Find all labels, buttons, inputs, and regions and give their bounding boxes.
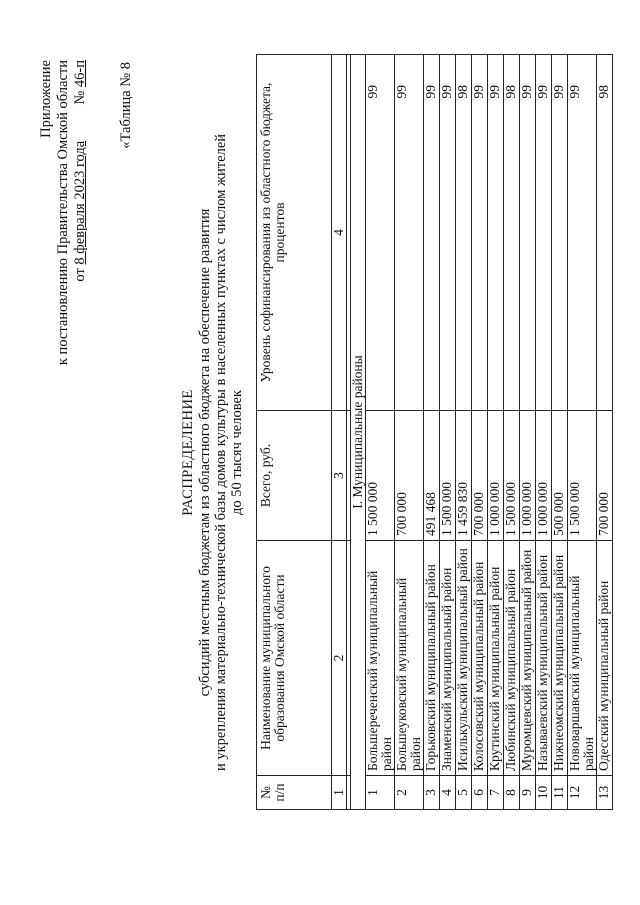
header-number: № п/п	[257, 776, 332, 810]
row-cofinancing: 99	[366, 55, 395, 411]
column-number-row	[332, 55, 347, 810]
row-municipality: Нижнеомский муниципальный район	[552, 541, 568, 776]
table-row	[520, 55, 536, 810]
row-number: 1	[366, 776, 395, 810]
table-row	[568, 55, 597, 810]
table-row	[597, 55, 613, 810]
row-municipality: Большеуковский муниципальный район	[395, 541, 424, 776]
row-number: 3	[424, 776, 440, 810]
appendix-no-sign: №	[72, 90, 88, 105]
table-row	[456, 55, 472, 810]
row-total: 1 500 000	[440, 411, 456, 541]
row-total: 1 500 000	[504, 411, 520, 541]
row-number: 4	[440, 776, 456, 810]
table-row	[504, 55, 520, 810]
row-cofinancing: 99	[440, 55, 456, 411]
row-total: 700 000	[472, 411, 488, 541]
table-row	[395, 55, 424, 810]
row-cofinancing: 98	[504, 55, 520, 411]
table-row	[472, 55, 488, 810]
row-municipality: Крутинский муниципальный район	[488, 541, 504, 776]
row-cofinancing: 98	[597, 55, 613, 411]
row-municipality: Исилькульский муниципальный район	[456, 541, 472, 776]
row-municipality: Знаменский муниципальный район	[440, 541, 456, 776]
table-row	[440, 55, 456, 810]
table-row	[366, 55, 395, 810]
row-cofinancing: 99	[520, 55, 536, 411]
row-cofinancing: 99	[472, 55, 488, 411]
row-total: 1 000 000	[488, 411, 504, 541]
appendix-number: 46-п	[72, 60, 88, 88]
row-cofinancing: 99	[536, 55, 552, 411]
table-label: «Таблица № 8	[118, 62, 134, 149]
row-total: 700 000	[395, 411, 424, 541]
row-number: 8	[504, 776, 520, 810]
table-row	[424, 55, 440, 810]
row-number: 5	[456, 776, 472, 810]
row-cofinancing: 99	[395, 55, 424, 411]
row-cofinancing: 99	[568, 55, 597, 411]
row-total: 1 500 000	[568, 411, 597, 541]
row-cofinancing: 99	[488, 55, 504, 411]
appendix-from: от	[72, 268, 88, 282]
doc-subtitle-line2: и укрепления материально-технической базы домов культуры в населенных пунктах с числом жителей	[213, 133, 229, 772]
row-cofinancing: 98	[456, 55, 472, 411]
row-total: 700 000	[597, 411, 613, 541]
header-cofinancing: Уровень софинансирования из областного бюджета, процентов	[257, 55, 332, 411]
row-total: 1 000 000	[520, 411, 536, 541]
row-municipality: Любинский муниципальный район	[504, 541, 520, 776]
row-number: 11	[552, 776, 568, 810]
row-municipality: Одесский муниципальный район	[597, 541, 613, 776]
row-total: 500 000	[552, 411, 568, 541]
row-total: 491 468	[424, 411, 440, 541]
header-total: Всего, руб.	[257, 411, 332, 541]
row-cofinancing: 99	[424, 55, 440, 411]
row-municipality: Горьковский муниципальный район	[424, 541, 440, 776]
doc-title: РАСПРЕДЕЛЕНИЕ	[180, 389, 196, 516]
table-row	[552, 55, 568, 810]
row-cofinancing: 99	[552, 55, 568, 411]
distribution-table	[256, 54, 613, 810]
row-municipality: Муромцевский муниципальный район	[520, 541, 536, 776]
appendix-decree: к постановлению Правительства Омской области	[55, 60, 71, 366]
header-municipality: Наименование муниципального образования Омской области	[257, 541, 332, 776]
row-number: 6	[472, 776, 488, 810]
col-number: 4	[332, 55, 347, 411]
col-number: 3	[332, 411, 347, 541]
row-municipality: Большереченский муниципальный район	[366, 541, 395, 776]
row-municipality: Называевский муниципальный район	[536, 541, 552, 776]
table-row	[488, 55, 504, 810]
table-header-row	[257, 55, 332, 810]
col-number: 1	[332, 776, 347, 810]
row-number: 7	[488, 776, 504, 810]
row-total: 1 500 000	[366, 411, 395, 541]
row-number: 2	[395, 776, 424, 810]
row-total: 1 000 000	[536, 411, 552, 541]
row-municipality: Нововаршавский муниципальный район	[568, 541, 597, 776]
row-municipality: Колосовский муниципальный район	[472, 541, 488, 776]
section-title: I. Муниципальные районы	[351, 55, 366, 810]
doc-subtitle-line1: субсидий местным бюджетам из областного бюджета на обеспечение развития	[197, 208, 213, 697]
appendix-date: 8 февраля 2023 года	[72, 140, 88, 265]
col-number: 2	[332, 541, 347, 776]
doc-subtitle-line3: до 50 тысяч человек	[229, 390, 245, 515]
appendix-block	[38, 60, 89, 365]
table-row	[536, 55, 552, 810]
row-total: 1 459 830	[456, 411, 472, 541]
section-row	[351, 55, 366, 810]
row-number: 12	[568, 776, 597, 810]
appendix-title: Приложение	[38, 60, 54, 138]
row-number: 13	[597, 776, 613, 810]
appendix-date-line	[72, 60, 89, 365]
row-number: 9	[520, 776, 536, 810]
row-number: 10	[536, 776, 552, 810]
table-body	[366, 55, 613, 810]
